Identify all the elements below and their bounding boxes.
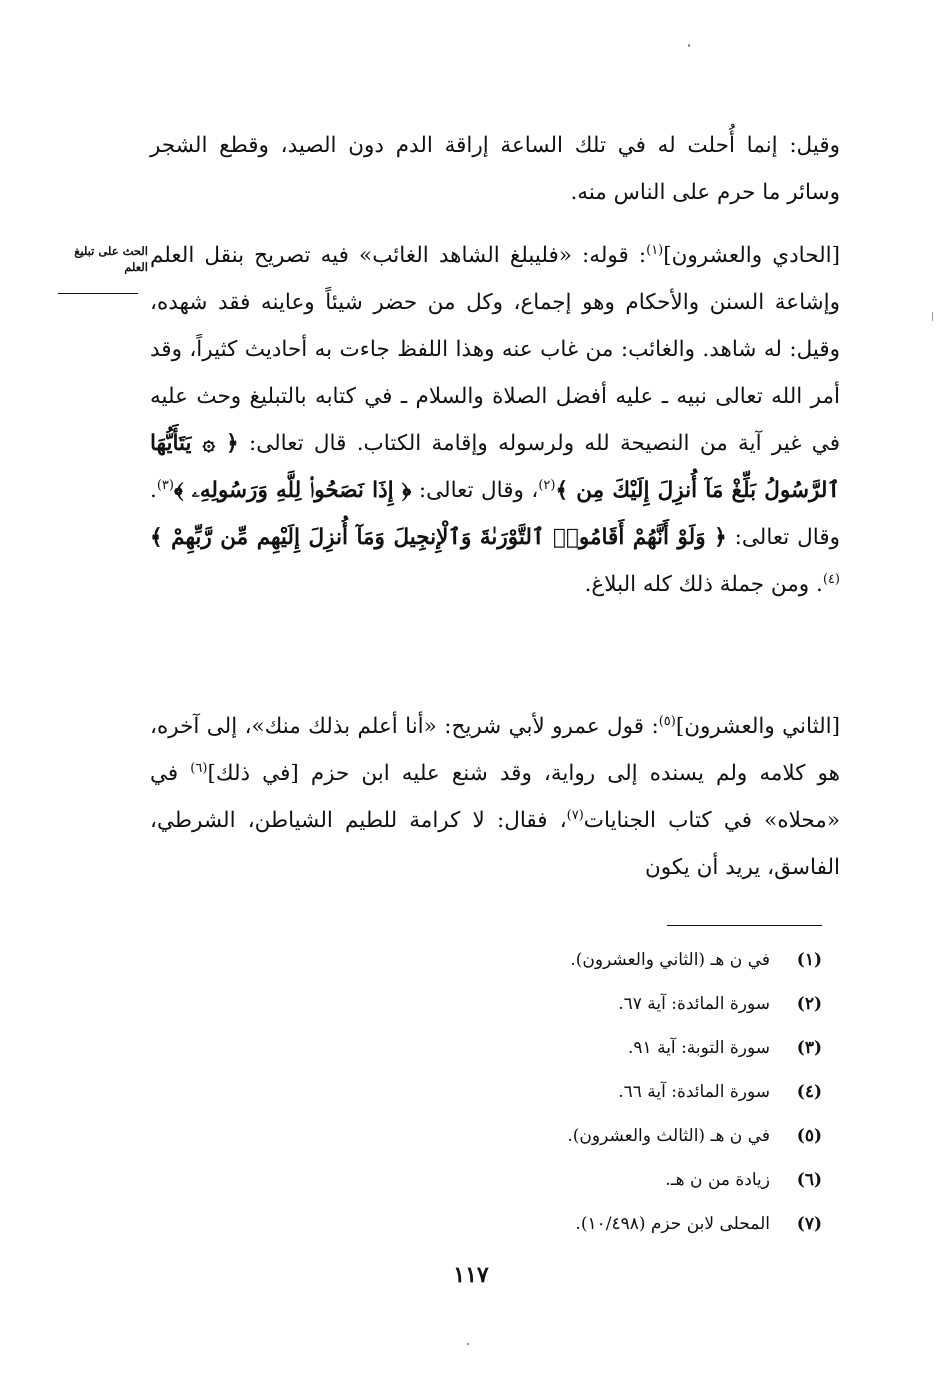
footnote-number: (٧) xyxy=(796,1214,822,1234)
footnote-number: (١) xyxy=(796,950,822,970)
footnote-text: سورة المائدة: آية ٦٦. xyxy=(618,1082,770,1102)
paragraph-text: في «محلاه» في كتاب الجنايات xyxy=(150,761,840,833)
footnote-text: المحلى لابن حزم (١٠/٤٩٨). xyxy=(575,1214,770,1234)
paragraph-opening xyxy=(150,122,840,216)
footnote-item xyxy=(300,1114,822,1158)
page-number: ١١٧ xyxy=(453,1262,489,1288)
footnote-ref: (١) xyxy=(646,242,664,258)
scan-speck xyxy=(467,1343,469,1345)
paragraph-text: ، فقال: لا كرامة للطيم الشياطن، الشرطي، الفاسق، يريد أن يكون xyxy=(150,808,840,880)
footnote-item xyxy=(300,1070,822,1114)
footnote-text: زيادة من ن هـ. xyxy=(665,1170,770,1190)
footnote-item xyxy=(300,1202,822,1246)
section-heading: [الحادي والعشرون] xyxy=(663,243,840,268)
footnote-text: في ن هـ (الثالث والعشرون). xyxy=(567,1126,770,1146)
paragraph-text: وقيل: إنما أُحلت له في تلك الساعة إراقة الدم دون الصيد، وقطع الشجر وسائر ما حرم على الناس منه. xyxy=(150,133,840,205)
footnote-ref: (٦) xyxy=(190,760,208,776)
footnote-ref: (٧) xyxy=(566,807,584,823)
footnote-ref: (٥) xyxy=(658,713,676,729)
footnote-number: (٢) xyxy=(796,994,822,1014)
footnote-item xyxy=(300,938,822,982)
footnote-text: سورة المائدة: آية ٦٧. xyxy=(618,994,770,1014)
footnote-item xyxy=(300,1026,822,1070)
section-21-paragraph xyxy=(150,232,840,608)
footnotes-list xyxy=(300,938,822,1246)
footnote-number: (٦) xyxy=(796,1170,822,1190)
footnote-separator xyxy=(667,925,822,926)
paragraph-text: : قول عمرو لأبي شريح: «أنا أعلم بذلك منك»، إلى آخره، هو كلامه ولم يسنده إلى رواية، وقد شنع عليه ابن حزم [في ذلك] xyxy=(150,714,840,786)
footnote-number: (٣) xyxy=(796,1038,822,1058)
paragraph-text: . وقال تعالى: xyxy=(150,478,840,550)
quran-verse: ﴿ إِذَا نَصَحُوا۟ لِلَّهِ وَرَسُولِهِۦ ﴾ xyxy=(173,478,412,503)
footnote-text: في ن هـ (الثاني والعشرون). xyxy=(570,950,770,970)
paragraph-text: ، وقال تعالى: xyxy=(411,478,539,503)
footnote-number: (٥) xyxy=(796,1126,822,1146)
paragraph-text: : قوله: «فليبلغ الشاهد الغائب» فيه تصريح بنقل العلم وإشاعة السنن والأحكام وهو إجماع، وكل من حضر شيئاً وعاينه فقد شهده، وقيل: له شاهد. والغائب: من غاب عنه وهذا اللفظ جاءت به أحاديث كثيراً، وقد أمر الله تعالى نبيه ـ عليه أفضل الصلاة والسلام ـ في كتابه بالتبليغ وحث عليه في غير آية من النصيحة لله ولرسوله وإقامة الكتاب. قال تعالى: xyxy=(150,243,840,456)
margin-note-underline xyxy=(58,293,138,294)
quran-verse: ﴿ ۞ يَتَأَيُّهَا ٱلرَّسُولُ بَلِّغْ مَآ أُنزِلَ إِلَيْكَ مِن ﴾ xyxy=(150,431,840,503)
footnote-text: سورة التوبة: آية ٩١. xyxy=(628,1038,770,1058)
footnote-ref: (٢) xyxy=(538,477,556,493)
scan-speck xyxy=(688,44,690,47)
footnote-item xyxy=(300,982,822,1026)
footnote-number: (٤) xyxy=(796,1082,822,1102)
section-heading: [الثاني والعشرون] xyxy=(675,714,840,739)
footnote-ref: (٣) xyxy=(156,477,174,493)
quran-verse: ﴿ وَلَوْ أَنَّهُمْ أَقَامُوا۟ ٱلتَّوْرَىٰةَ وَٱلْإِنجِيلَ وَمَآ أُنزِلَ إِلَيْهِم مِّن رَّبِّهِمْ ﴾ xyxy=(150,525,727,550)
footnote-item xyxy=(300,1158,822,1202)
footnote-ref: (٤) xyxy=(822,571,840,587)
margin-note: الحث على تبليغ العلم xyxy=(74,244,148,274)
paragraph-text: . ومن جملة ذلك كله البلاغ. xyxy=(584,572,823,597)
scan-speck xyxy=(932,312,933,321)
section-22-paragraph xyxy=(150,703,840,891)
